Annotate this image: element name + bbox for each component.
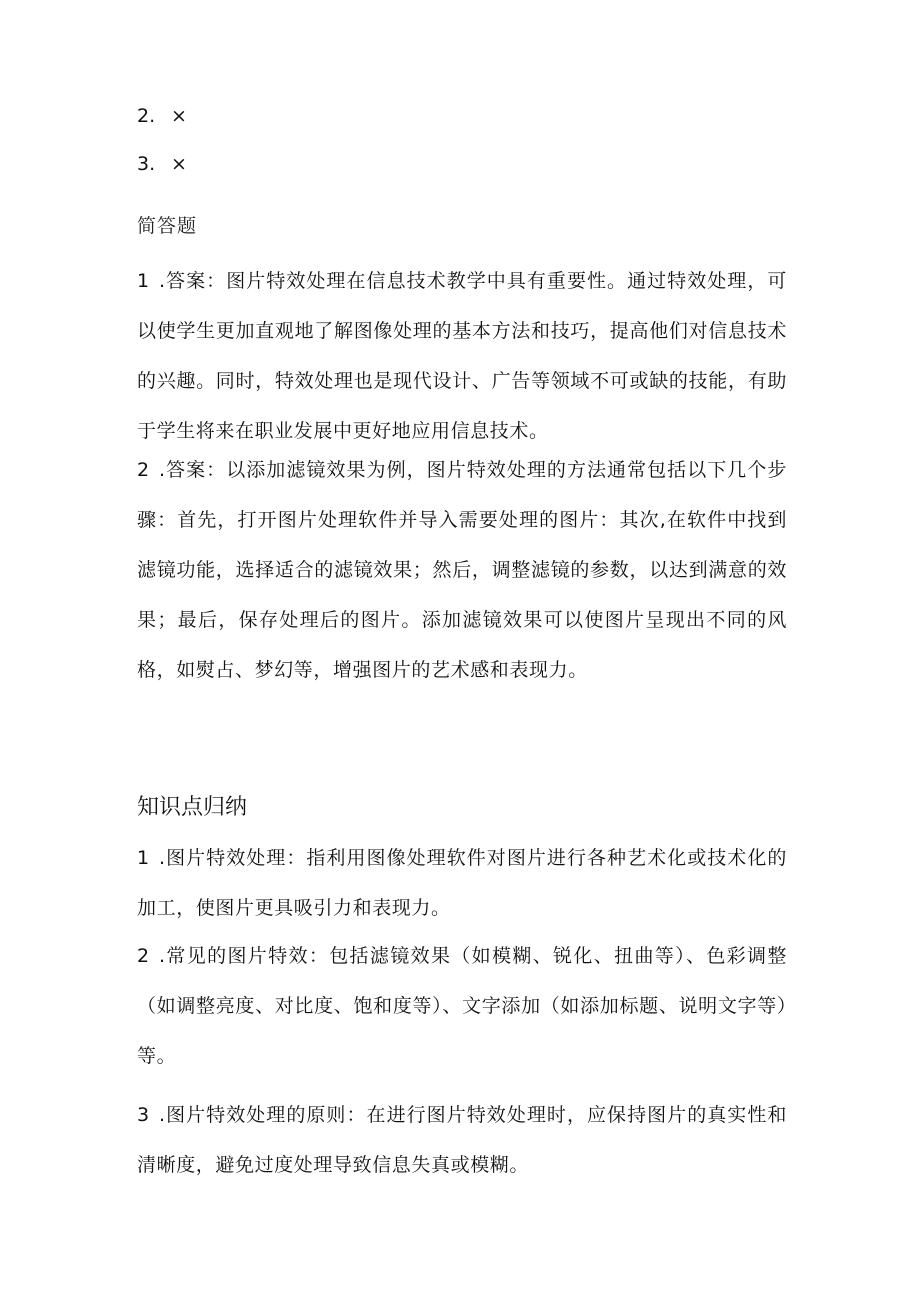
item-number: 2: [137, 459, 150, 481]
knowledge-item-3: [137, 1090, 787, 1190]
item-text: .图片特效处理的原则：在进行图片特效处理时，应保持图片的真实性和清晰度，避免过度处理导致信息失真或模糊。: [137, 1104, 787, 1176]
item-text: .答案：图片特效处理在信息技术教学中具有重要性。通过特效处理，可以使学生更加直观地了解图像处理的基本方法和技巧，提高他们对信息技术的兴趣。同时，特效处理也是现代设计、广告等领域不可或缺的技能，有助于学生将来在职业发展中更好地应用信息技术。: [137, 270, 787, 442]
short-answer-heading: 简答题: [137, 215, 198, 237]
tf-answer-3: [137, 150, 187, 178]
item-text: .图片特效处理：指利用图像处理软件对图片进行各种艺术化或技术化的加工，使图片更具吸引力和表现力。: [137, 847, 787, 919]
item-text: .答案：以添加滤镜效果为例，图片特效处理的方法通常包括以下几个步骤：首先，打开图片处理软件并导入需要处理的图片：其次,在软件中找到滤镜功能，选择适合的滤镜效果；然后，调整滤镜的参数，以达到满意的效果；最后，保存处理后的图片。添加滤镜效果可以使图片呈现出不同的风格，如熨占、梦幻等，增强图片的艺术感和表现力。: [137, 459, 787, 681]
item-number: 1: [137, 270, 150, 292]
cross-mark: ×: [171, 153, 187, 175]
knowledge-item-1: [137, 833, 787, 933]
item-number: 3: [137, 1104, 150, 1126]
item-text: .常见的图片特效：包括滤镜效果（如模糊、锐化、扭曲等）、色彩调整（如调整亮度、对比度、饱和度等）、文字添加（如添加标题、说明文字等）等。: [137, 945, 787, 1067]
tf-answer-2: [137, 102, 187, 130]
knowledge-heading: 知识点归纳: [137, 795, 248, 820]
item-number: 2: [137, 945, 150, 967]
tf-number: 2.: [137, 105, 156, 127]
short-answer-item-2: [137, 445, 787, 695]
tf-number: 3.: [137, 153, 156, 175]
knowledge-item-2: [137, 931, 787, 1081]
short-answer-item-1: [137, 256, 787, 456]
item-number: 1: [137, 847, 150, 869]
cross-mark: ×: [171, 105, 187, 127]
